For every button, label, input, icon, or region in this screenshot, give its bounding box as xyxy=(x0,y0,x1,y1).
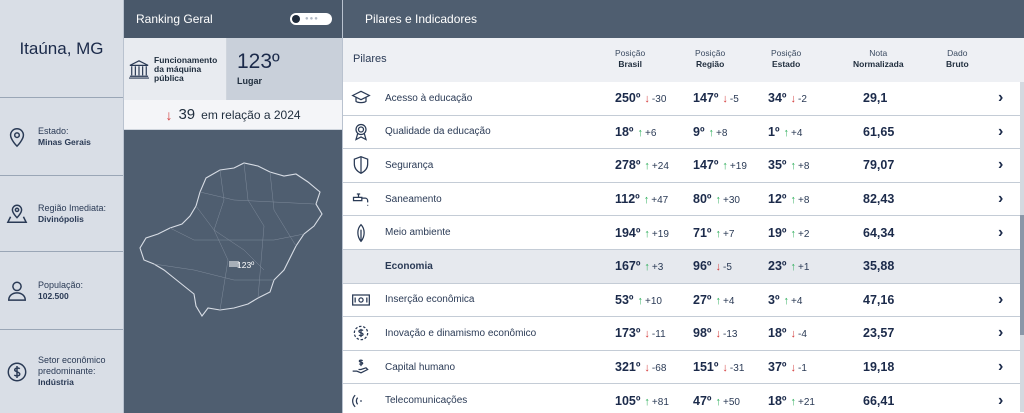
state-map[interactable] xyxy=(124,130,342,413)
posicao-regiao-delta: +8 xyxy=(716,127,728,139)
posicao-regiao-delta: +30 xyxy=(722,195,740,207)
posicao-regiao-value: 147º xyxy=(693,158,719,173)
ranking-position-box xyxy=(227,38,342,100)
posicao-estado xyxy=(768,226,809,240)
arrow-up-icon: ↑ xyxy=(715,294,721,307)
posicao-estado-value: 37º xyxy=(768,360,787,375)
arrow-down-icon: ↓ xyxy=(722,362,728,375)
posicao-estado xyxy=(768,326,807,340)
map-pin-icon xyxy=(6,202,28,226)
posicao-regiao xyxy=(693,158,747,172)
posicao-estado-value: 1º xyxy=(768,124,780,139)
row-name: Telecomunicações xyxy=(385,395,468,407)
posicao-regiao xyxy=(693,125,727,139)
ranking-panel xyxy=(124,0,342,413)
posicao-brasil-value: 105º xyxy=(615,393,641,408)
dollar-gear-icon xyxy=(351,323,371,343)
posicao-regiao xyxy=(693,394,740,408)
posicao-estado xyxy=(768,125,802,139)
posicao-regiao-value: 151º xyxy=(693,360,719,375)
posicao-estado-value: 18º xyxy=(768,393,787,408)
posicao-estado-delta: -1 xyxy=(797,363,807,375)
panel-header xyxy=(343,0,1024,38)
state-outline xyxy=(140,163,322,316)
nota-normalizada: 79,07 xyxy=(863,158,895,173)
posicao-brasil-delta: -11 xyxy=(651,329,666,341)
shield-icon xyxy=(351,155,371,175)
setor-label: Setor econômico predominante: xyxy=(38,355,106,376)
arrow-up-icon: ↑ xyxy=(783,294,790,307)
arrow-up-icon: ↑ xyxy=(644,227,650,240)
posicao-estado-delta: +4 xyxy=(791,295,803,307)
ranking-position: 123º xyxy=(237,50,280,73)
info-regiao xyxy=(0,176,123,252)
row-name: Inserção econômica xyxy=(385,294,475,306)
posicao-estado-value: 35º xyxy=(768,158,787,173)
col-nota-normalizada: Nota Normalizada xyxy=(853,48,904,69)
row-name: Inovação e dinamismo econômico xyxy=(385,327,537,339)
posicao-brasil-delta: +6 xyxy=(644,127,657,139)
arrow-down-icon: ↓ xyxy=(165,106,173,123)
col-pilares: Pilares xyxy=(353,53,387,65)
col-posicao-brasil: Posição Brasil xyxy=(615,48,646,69)
posicao-brasil-delta: -68 xyxy=(651,363,667,375)
nota-normalizada: 82,43 xyxy=(863,192,895,207)
posicao-regiao-delta: -13 xyxy=(722,329,738,341)
nota-normalizada: 64,34 xyxy=(863,225,895,240)
estado-value: Minas Gerais xyxy=(38,136,91,147)
posicao-regiao xyxy=(693,192,740,206)
posicao-regiao-value: 9º xyxy=(693,124,705,139)
nota-normalizada: 29,1 xyxy=(863,91,888,106)
row-name: Acesso à educação xyxy=(385,92,473,104)
posicao-brasil-delta: +3 xyxy=(651,262,664,274)
posicao-brasil-value: 321º xyxy=(615,360,641,375)
nota-normalizada: 61,65 xyxy=(863,124,895,139)
posicao-regiao xyxy=(693,259,732,273)
leaf-icon xyxy=(351,223,371,243)
posicao-brasil-delta: +81 xyxy=(651,396,669,408)
posicao-regiao-value: 47º xyxy=(693,393,712,408)
posicao-regiao-delta: -5 xyxy=(729,94,739,106)
posicao-regiao-delta: +4 xyxy=(722,295,735,307)
posicao-brasil xyxy=(615,125,656,139)
posicao-estado xyxy=(768,259,809,273)
posicao-brasil xyxy=(615,158,669,172)
ranking-delta-text: em relação a 2024 xyxy=(201,107,301,122)
table-row[interactable] xyxy=(343,116,1024,150)
posicao-regiao-value: 98º xyxy=(693,326,712,341)
chevron-right-icon[interactable]: › xyxy=(998,156,1004,174)
posicao-regiao-delta: +7 xyxy=(722,228,735,240)
chevron-right-icon[interactable]: › xyxy=(998,122,1004,140)
populacao-value: 102.500 xyxy=(38,290,69,301)
location-pin-icon xyxy=(6,125,28,149)
arrow-up-icon: ↑ xyxy=(637,294,643,307)
ranking-card-label: Funcionamento da máquina pública xyxy=(154,54,218,83)
table-row[interactable] xyxy=(343,216,1024,250)
posicao-brasil-value: 18º xyxy=(615,124,634,139)
chevron-right-icon[interactable]: › xyxy=(998,358,1004,376)
arrow-up-icon: ↑ xyxy=(790,194,796,207)
arrow-up-icon: ↑ xyxy=(643,194,650,207)
ranking-delta xyxy=(124,100,342,130)
posicao-brasil-value: 194º xyxy=(615,225,641,240)
posicao-regiao-delta: +50 xyxy=(722,396,740,408)
posicao-estado-delta: +1 xyxy=(797,262,810,274)
chevron-right-icon[interactable]: › xyxy=(998,223,1004,241)
municipality-borders xyxy=(154,163,314,310)
posicao-estado-delta: +8 xyxy=(797,195,810,207)
arrow-up-icon: ↑ xyxy=(783,126,790,139)
ranking-card-label-box xyxy=(124,38,227,100)
table-row[interactable] xyxy=(343,82,1024,116)
arrow-down-icon: ↓ xyxy=(790,93,796,106)
arrow-up-icon: ↑ xyxy=(790,160,796,173)
posicao-estado-delta: -4 xyxy=(797,329,807,341)
hand-dollar-icon xyxy=(351,357,371,377)
arrow-up-icon: ↑ xyxy=(790,227,796,240)
city-name: Itaúna, MG xyxy=(0,0,123,98)
posicao-regiao-delta: -5 xyxy=(722,262,732,274)
posicao-estado xyxy=(768,293,802,307)
arrow-up-icon: ↑ xyxy=(722,160,728,173)
posicao-estado xyxy=(768,192,809,206)
posicao-estado xyxy=(768,91,807,105)
arrow-down-icon: ↓ xyxy=(790,362,796,375)
arrow-up-icon: ↑ xyxy=(644,261,650,274)
person-icon xyxy=(6,279,28,303)
ranking-position-label: Lugar xyxy=(237,76,263,86)
posicao-brasil-delta: +19 xyxy=(651,228,669,240)
signal-icon xyxy=(351,391,371,411)
arrow-up-icon: ↑ xyxy=(790,261,796,274)
arrow-up-icon: ↑ xyxy=(790,395,796,408)
ranking-title: Ranking Geral xyxy=(136,12,213,26)
posicao-estado-delta: -2 xyxy=(797,94,807,106)
map-position-label: 123º xyxy=(237,260,255,270)
posicao-estado-value: 3º xyxy=(768,292,780,307)
arrow-up-icon: ↑ xyxy=(715,227,721,240)
ranking-header xyxy=(124,0,342,38)
arrow-down-icon: ↓ xyxy=(790,328,796,341)
populacao-label: População: xyxy=(38,279,84,290)
posicao-regiao xyxy=(693,326,737,340)
row-name: Saneamento xyxy=(385,193,442,205)
table-row[interactable] xyxy=(343,149,1024,183)
posicao-brasil-delta: -30 xyxy=(651,94,667,106)
nota-normalizada: 23,57 xyxy=(863,326,895,341)
arrow-up-icon: ↑ xyxy=(715,194,721,207)
posicao-brasil-value: 167º xyxy=(615,259,641,274)
arrow-down-icon: ↓ xyxy=(644,362,650,375)
posicao-estado xyxy=(768,360,807,374)
posicao-brasil xyxy=(615,360,666,374)
arrow-up-icon: ↑ xyxy=(715,395,721,408)
ranking-delta-value: 39 xyxy=(178,106,196,123)
chevron-right-icon[interactable]: › xyxy=(998,391,1004,409)
posicao-brasil-value: 112º xyxy=(615,192,640,207)
posicao-brasil-value: 173º xyxy=(615,326,641,341)
arrow-down-icon: ↓ xyxy=(715,328,721,341)
posicao-brasil-value: 53º xyxy=(615,292,634,307)
faucet-icon xyxy=(351,189,371,209)
dollar-coin-icon xyxy=(6,360,28,384)
posicao-brasil xyxy=(615,394,669,408)
table-row[interactable] xyxy=(343,384,1024,413)
posicao-brasil xyxy=(615,326,666,340)
ranking-card xyxy=(124,38,342,100)
government-building-icon xyxy=(128,59,150,79)
posicao-estado xyxy=(768,394,815,408)
chevron-right-icon[interactable]: › xyxy=(998,89,1004,107)
posicao-estado-value: 19º xyxy=(768,225,787,240)
posicao-regiao-value: 71º xyxy=(693,225,712,240)
posicao-brasil-value: 250º xyxy=(615,91,641,106)
money-bill-icon xyxy=(351,290,371,310)
posicao-regiao-value: 27º xyxy=(693,292,712,307)
table-row[interactable] xyxy=(343,250,1024,284)
chevron-right-icon[interactable]: › xyxy=(998,190,1004,208)
medal-icon xyxy=(351,122,371,142)
info-setor xyxy=(0,330,123,413)
row-name: Capital humano xyxy=(385,361,456,373)
row-name: Meio ambiente xyxy=(385,227,451,239)
table-row[interactable] xyxy=(343,284,1024,318)
posicao-brasil-delta: +24 xyxy=(651,161,669,173)
arrow-up-icon: ↑ xyxy=(644,395,650,408)
posicao-regiao xyxy=(693,293,734,307)
chevron-right-icon[interactable]: › xyxy=(998,290,1004,308)
posicao-estado-value: 18º xyxy=(768,326,787,341)
posicao-estado-delta: +8 xyxy=(797,161,810,173)
arrow-up-icon: ↑ xyxy=(708,126,715,139)
posicao-regiao-delta: +19 xyxy=(729,161,747,173)
posicao-estado xyxy=(768,158,809,172)
posicao-brasil xyxy=(615,226,669,240)
regiao-value: Divinópolis xyxy=(38,213,84,224)
posicao-regiao xyxy=(693,360,744,374)
pilares-table-body xyxy=(343,82,1024,413)
setor-value: Indústria xyxy=(38,377,74,387)
table-row[interactable] xyxy=(343,351,1024,385)
chevron-right-icon[interactable]: › xyxy=(998,324,1004,342)
city-info-sidebar xyxy=(0,0,124,413)
row-name: Qualidade da educação xyxy=(385,126,491,138)
arrow-down-icon: ↓ xyxy=(644,328,650,341)
posicao-brasil xyxy=(615,293,662,307)
scrollbar-thumb[interactable] xyxy=(1020,215,1024,335)
posicao-estado-value: 12º xyxy=(768,192,787,207)
row-name: Segurança xyxy=(385,159,434,171)
nota-normalizada: 47,16 xyxy=(863,292,895,307)
posicao-regiao-value: 96º xyxy=(693,259,712,274)
arrow-up-icon: ↑ xyxy=(644,160,650,173)
posicao-regiao xyxy=(693,91,739,105)
info-estado xyxy=(0,98,123,176)
posicao-estado-delta: +2 xyxy=(797,228,810,240)
table-row[interactable] xyxy=(343,183,1024,217)
arrow-down-icon: ↓ xyxy=(722,93,728,106)
col-posicao-regiao: Posição Região xyxy=(695,48,726,69)
panel-title: Pilares e Indicadores xyxy=(365,12,478,26)
regiao-label: Região Imediata: xyxy=(38,202,107,213)
posicao-brasil xyxy=(615,91,666,105)
estado-label: Estado: xyxy=(38,125,69,136)
view-toggle[interactable]: ●●● xyxy=(290,13,332,25)
table-row[interactable] xyxy=(343,317,1024,351)
education-cap-icon xyxy=(351,88,371,108)
table-header xyxy=(343,38,1024,82)
posicao-brasil-value: 278º xyxy=(615,158,641,173)
arrow-down-icon: ↓ xyxy=(715,261,721,274)
posicao-regiao-value: 80º xyxy=(693,192,712,207)
posicao-brasil xyxy=(615,192,668,206)
posicao-estado-delta: +21 xyxy=(797,396,815,408)
posicao-brasil-delta: +10 xyxy=(644,295,662,307)
col-posicao-estado: Posição Estado xyxy=(771,48,802,69)
arrow-down-icon: ↓ xyxy=(644,93,650,106)
nota-normalizada: 35,88 xyxy=(863,259,895,274)
posicao-estado-delta: +4 xyxy=(791,127,803,139)
posicao-brasil xyxy=(615,259,663,273)
nota-normalizada: 19,18 xyxy=(863,360,895,375)
row-name: Economia xyxy=(385,260,433,272)
posicao-estado-value: 34º xyxy=(768,91,787,106)
posicao-regiao-value: 147º xyxy=(693,91,719,106)
posicao-brasil-delta: +47 xyxy=(651,195,669,207)
posicao-estado-value: 23º xyxy=(768,259,787,274)
nota-normalizada: 66,41 xyxy=(863,393,895,408)
arrow-up-icon: ↑ xyxy=(637,126,643,139)
posicao-regiao xyxy=(693,226,734,240)
posicao-regiao-delta: -31 xyxy=(729,363,745,375)
pilares-panel xyxy=(342,0,1024,413)
col-dado-bruto: Dado Bruto xyxy=(946,48,969,69)
info-populacao xyxy=(0,252,123,330)
